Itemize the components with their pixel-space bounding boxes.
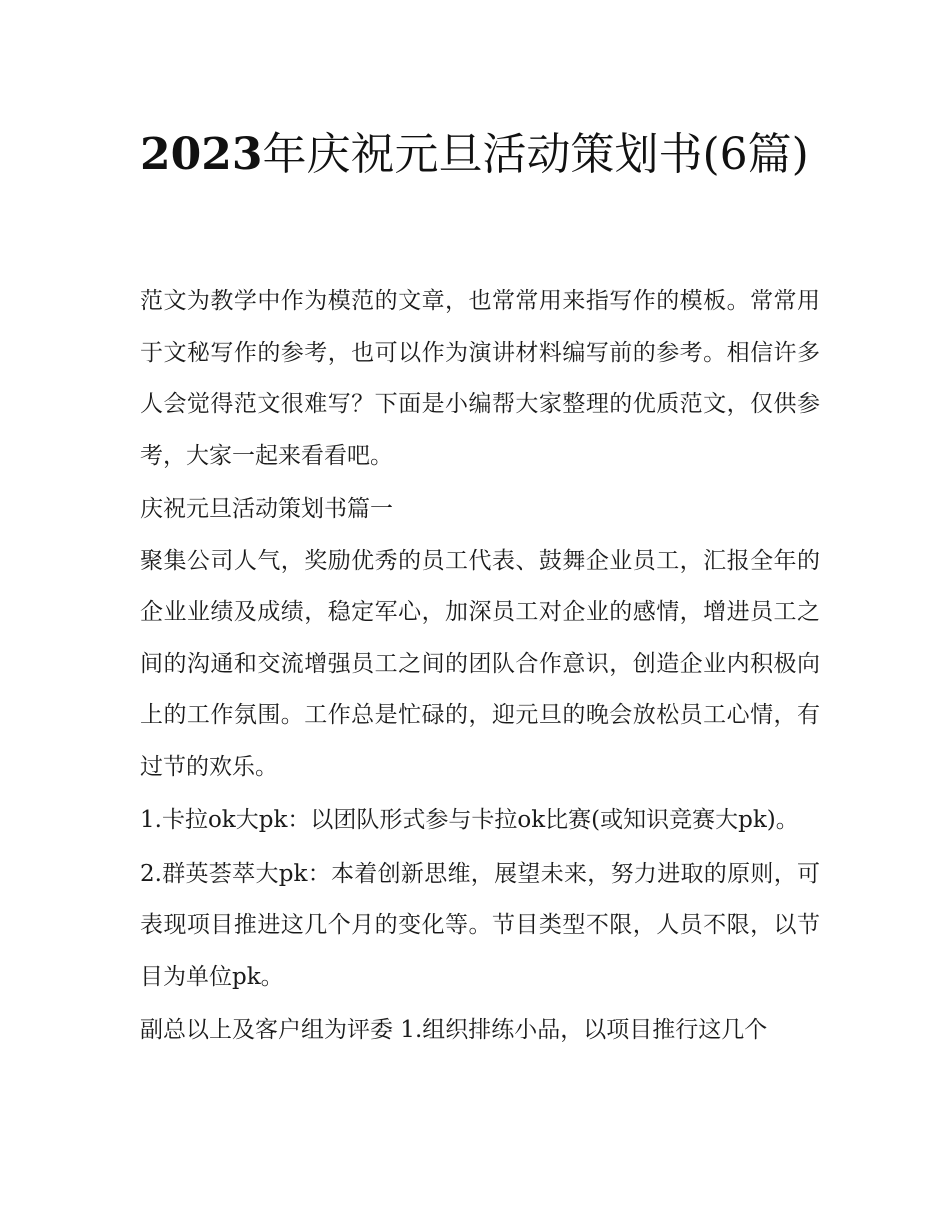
activity-item-2: 2.群英荟萃大pk：本着创新思维，展望未来，努力进取的原则，可表现项目推进这几个月的变化等。节目类型不限，人员不限，以节目为单位pk。 <box>140 860 820 990</box>
judges-paragraph: 副总以上及客户组为评委 1.组织排练小品，以项目推行这几个 <box>140 1017 768 1043</box>
title-year: 2023 <box>140 129 263 180</box>
section-heading: 庆祝元旦活动策划书篇一 <box>140 496 393 522</box>
intro-paragraph: 范文为教学中作为模范的文章，也常常用来指写作的模板。常常用于文秘写作的参考，也可以作为演讲材料编写前的参考。相信许多人会觉得范文很难写？下面是小编帮大家整理的优质范文，仅供参考，大家一起来看看吧。 <box>140 288 820 469</box>
activity-item-1: 1.卡拉ok大pk：以团队形式参与卡拉ok比赛(或知识竞赛大pk)。 <box>140 807 799 833</box>
title-text: 年庆祝元旦活动策划书(6篇) <box>262 129 809 180</box>
document-body <box>140 276 820 1059</box>
document-title <box>140 118 820 192</box>
purpose-paragraph: 聚集公司人气，奖励优秀的员工代表、鼓舞企业员工，汇报全年的企业业绩及成绩，稳定军心，加深员工对企业的感情，增进员工之间的沟通和交流增强员工之间的团队合作意识，创造企业内积极向上的工作氛围。工作总是忙碌的，迎元旦的晚会放松员工心情，有过节的欢乐。 <box>140 547 820 780</box>
